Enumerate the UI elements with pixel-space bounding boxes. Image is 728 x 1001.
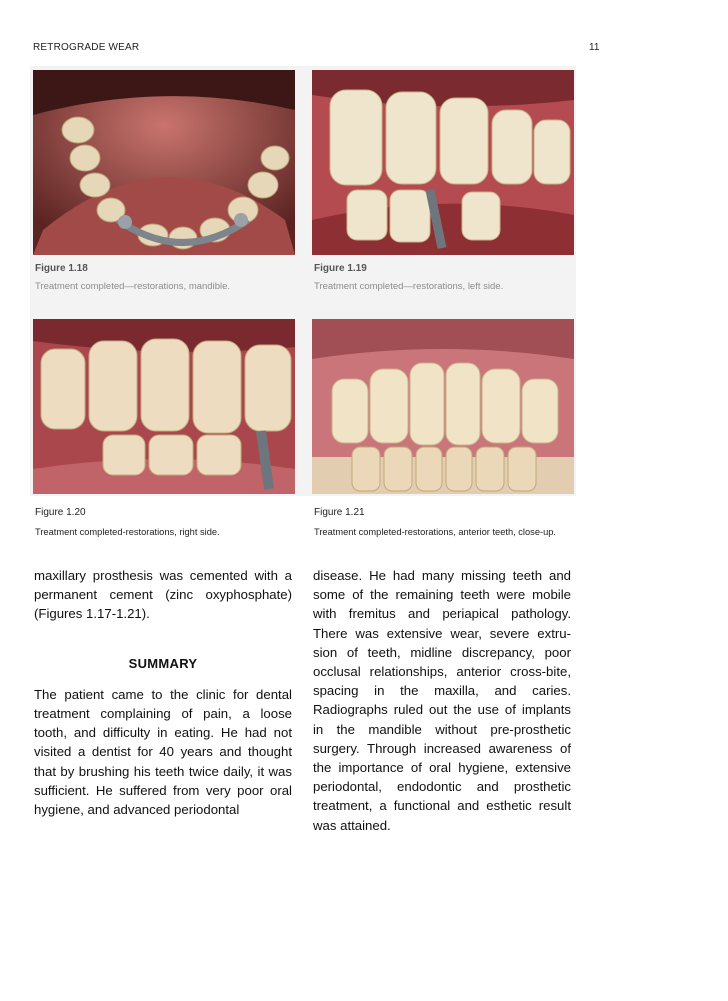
figure-1-19-label: Figure 1.19 [314, 263, 367, 274]
figure-1-20-photo [33, 319, 295, 494]
continuation-paragraph: maxillary prosthesis was cemented with a permanent cement (zinc oxyphosphate) (Figures 1.17-1.21). [34, 568, 292, 622]
figure-1-19-caption: Treatment completed—restorations, left side. [314, 281, 504, 292]
right-side-teeth-photo-icon [33, 319, 295, 494]
left-side-teeth-photo-icon [312, 70, 574, 255]
figure-1-21-label: Figure 1.21 [314, 507, 365, 518]
left-column [34, 566, 292, 819]
figure-1-21-photo [312, 319, 574, 494]
right-column [313, 566, 571, 835]
summary-paragraph: The patient came to the clinic for dental treatment complaining of pain, a loose tooth, and difficulty in eating. He had not visited a dentist for 40 years and thought that by brushing his teeth twice daily, it was sufficient. He suffered from very poor oral hygiene, and advanced periodontal [34, 686, 292, 818]
figure-1-20-label: Figure 1.20 [35, 507, 86, 518]
figure-1-18-label: Figure 1.18 [35, 263, 88, 274]
anterior-teeth-photo-icon [312, 319, 574, 494]
page-number: 11 [589, 42, 600, 53]
figure-1-18-caption: Treatment completed—restorations, mandible. [35, 281, 231, 292]
right-column-paragraph: disease. He had many missing teeth and some of the remaining teeth were mobile with fremitus and periapical pathology. There was extensive wear, severe extru-sion of teeth, midline discrepancy, poor occlusal relationships, anterior cross-bite, spacing in the maxilla, and caries. Radiographs ruled out the use of implants in the mandible without pre-prosthetic surgery. Through increased awareness of the importance of oral hygiene, extensive periodontal, endodontic and prosthetic treatment, a functional and esthetic result was attained. [313, 568, 571, 833]
mandible-arch-photo-icon [33, 70, 295, 255]
figure-1-21-caption: Treatment completed-restorations, anterior teeth, close-up. [314, 527, 557, 537]
running-head: RETROGRADE WEAR [33, 42, 140, 53]
figure-1-20-caption: Treatment completed-restorations, right side. [35, 527, 220, 537]
summary-heading: SUMMARY [128, 655, 198, 671]
figure-1-19-photo [312, 70, 574, 255]
figure-1-18-photo [33, 70, 295, 255]
